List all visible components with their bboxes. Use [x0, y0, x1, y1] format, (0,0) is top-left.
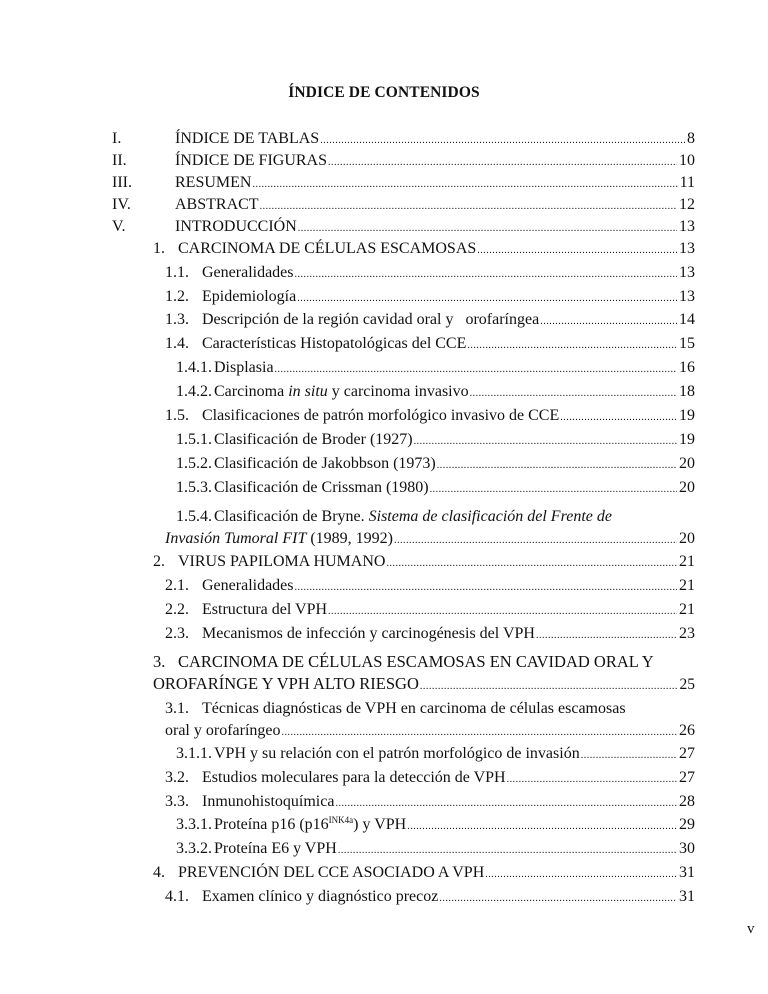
- toc-text: Generalidades: [202, 577, 294, 594]
- leader-dots: [407, 816, 677, 834]
- toc-text: VIRUS PAPILOMA HUMANO: [178, 553, 386, 570]
- toc-entry[interactable]: [165, 311, 695, 329]
- toc-entry[interactable]: [165, 601, 695, 619]
- toc-page: 13: [679, 288, 695, 305]
- toc-entry[interactable]: [165, 407, 695, 425]
- toc-number: V.: [112, 218, 126, 235]
- leader-dots: [437, 455, 677, 473]
- toc-page: 25: [679, 676, 695, 693]
- toc-text: Clasificación de Broder (1927): [214, 431, 413, 448]
- toc-page: 15: [679, 335, 695, 352]
- toc-text-italic: Invasión Tumoral FIT: [165, 530, 307, 547]
- leader-dots: [295, 264, 677, 282]
- toc-text: PREVENCIÓN DEL CCE ASOCIADO A VPH: [178, 864, 485, 881]
- toc-page: 31: [679, 864, 695, 881]
- toc-entry[interactable]: [165, 577, 695, 595]
- toc-entry[interactable]: [165, 335, 695, 353]
- toc-page: 19: [679, 407, 695, 424]
- toc-text: Clasificación de Crissman (1980): [214, 479, 429, 496]
- toc-text-part: ) y VPH: [353, 816, 407, 833]
- toc-text: INTRODUCCIÓN: [175, 218, 297, 235]
- toc-text: Mecanismos de infección y carcinogénesis del VPH: [202, 625, 535, 642]
- toc-entry[interactable]: [165, 888, 695, 906]
- toc-page: 27: [679, 769, 695, 786]
- leader-dots: [540, 311, 677, 329]
- toc-number: 4.1.: [165, 888, 189, 905]
- leader-dots: [328, 601, 677, 619]
- toc-entry[interactable]: [153, 674, 695, 694]
- toc-text: Displasia: [214, 359, 274, 376]
- toc-entry[interactable]: [165, 530, 695, 548]
- toc-entry[interactable]: [153, 240, 695, 258]
- toc-entry[interactable]: [112, 174, 695, 192]
- leader-dots: [439, 888, 677, 906]
- toc-text: Técnicas diagnósticas de VPH en carcinoma de células escamosas: [202, 700, 626, 717]
- toc-entry[interactable]: [176, 431, 695, 449]
- toc-page: 26: [679, 722, 695, 739]
- toc-text-italic: Sistema de clasificación del Frente de: [368, 508, 612, 525]
- toc-text: Clasificación de Jakobbson (1973): [214, 455, 436, 472]
- toc-entry[interactable]: [165, 793, 695, 811]
- toc-text: Estudios moleculares para la detección de VPH: [202, 769, 506, 786]
- leader-dots: [477, 240, 677, 258]
- toc-page: 11: [679, 174, 695, 191]
- toc-text-part: Clasificación de Bryne.: [214, 508, 369, 525]
- leader-dots: [386, 553, 677, 571]
- toc-text: ÍNDICE DE FIGURAS: [175, 152, 327, 169]
- leader-dots: [282, 722, 677, 740]
- toc-number: II.: [112, 152, 127, 169]
- toc-text: RESUMEN: [175, 174, 252, 191]
- toc-text: Clasificaciones de patrón morfológico invasivo de CCE: [202, 407, 560, 424]
- toc-text-part: Carcinoma: [214, 383, 289, 400]
- toc-page: 21: [679, 601, 695, 618]
- toc-number: 4.: [153, 864, 165, 881]
- toc-entry[interactable]: [112, 196, 695, 214]
- toc-text: [214, 383, 469, 401]
- toc-number: 3.3.1.: [176, 816, 212, 833]
- toc-number: 1.2.: [165, 288, 189, 305]
- toc-text: Estructura del VPH: [202, 601, 328, 618]
- toc-number: III.: [112, 174, 132, 191]
- toc-page: 18: [679, 383, 695, 400]
- toc-text-part: Proteína p16 (p16: [214, 816, 329, 833]
- toc-page: 19: [679, 431, 695, 448]
- toc-page: 16: [679, 359, 695, 376]
- toc-entry[interactable]: [165, 722, 695, 740]
- toc-page: 21: [679, 577, 695, 594]
- toc-text: [165, 530, 393, 548]
- toc-number: 1.1.: [165, 264, 189, 281]
- toc-number: I.: [112, 130, 122, 147]
- page-title: ÍNDICE DE CONTENIDOS: [288, 84, 480, 101]
- toc-number: 1.4.2.: [176, 383, 212, 400]
- leader-dots: [430, 479, 677, 497]
- leader-dots: [338, 840, 677, 858]
- toc-entry-line1[interactable]: [176, 508, 612, 526]
- leader-dots: [414, 431, 677, 449]
- toc-page: 10: [679, 152, 695, 169]
- toc-number: 1.5.4.: [176, 508, 212, 525]
- leader-dots: [335, 793, 677, 811]
- toc-text: [214, 816, 406, 834]
- toc-number: 1.4.: [165, 335, 189, 352]
- toc-page: 27: [679, 745, 695, 762]
- toc-number: 1.5.1.: [176, 431, 212, 448]
- leader-dots: [536, 625, 677, 643]
- toc-entry[interactable]: [176, 479, 695, 497]
- toc-text: ÍNDICE DE TABLAS: [175, 130, 320, 147]
- toc-number: 3.1.1.: [176, 745, 212, 762]
- toc-text: ABSTRACT: [175, 196, 259, 213]
- leader-dots: [560, 407, 677, 425]
- toc-page: 20: [679, 530, 695, 547]
- toc-entry[interactable]: [165, 769, 695, 787]
- toc-text: Examen clínico y diagnóstico precoz: [202, 888, 439, 905]
- toc-number: IV.: [112, 196, 131, 213]
- toc-text-part: (1989, 1992): [306, 530, 393, 547]
- toc-number: 1.4.1.: [176, 359, 212, 376]
- toc-entry[interactable]: [176, 840, 695, 858]
- leader-dots: [507, 769, 677, 787]
- toc-number: 2.: [153, 553, 165, 570]
- toc-page: 13: [679, 240, 695, 257]
- leader-dots: [420, 674, 678, 694]
- leader-dots: [485, 864, 677, 882]
- toc-entry[interactable]: [165, 625, 695, 643]
- toc-text: Descripción de la región cavidad oral y orofaríngea: [202, 311, 540, 328]
- toc-number: 2.1.: [165, 577, 189, 594]
- leader-dots: [470, 383, 677, 401]
- leader-dots: [581, 745, 677, 763]
- toc-number: 1.: [153, 240, 165, 257]
- toc-text: oral y orofaríngeo: [165, 722, 281, 739]
- toc-entry[interactable]: [176, 359, 695, 377]
- toc-page: 30: [679, 840, 695, 857]
- toc-entry[interactable]: [165, 264, 695, 282]
- toc-entry-line1[interactable]: [153, 652, 654, 672]
- toc-number: 3.3.: [165, 793, 189, 810]
- toc-number: 3.: [153, 652, 166, 671]
- toc-number: 3.2.: [165, 769, 189, 786]
- toc-text-part: y carcinoma invasivo: [327, 383, 469, 400]
- leader-dots: [297, 288, 677, 306]
- toc-number: 2.2.: [165, 601, 189, 618]
- leader-dots: [394, 530, 677, 548]
- leader-dots: [467, 335, 677, 353]
- toc-number: 3.1.: [165, 700, 189, 717]
- toc-entry-line1[interactable]: [165, 700, 626, 718]
- toc-entry[interactable]: [153, 864, 695, 882]
- toc-page: 14: [679, 311, 695, 328]
- toc-page: 31: [679, 888, 695, 905]
- toc-page: 8: [687, 130, 695, 147]
- toc-page: 20: [679, 479, 695, 496]
- leader-dots: [328, 152, 677, 170]
- toc-entry[interactable]: [112, 152, 695, 170]
- toc-number: 1.5.: [165, 407, 189, 424]
- toc-page: 12: [679, 196, 695, 213]
- toc-entry[interactable]: [176, 383, 695, 401]
- toc-page: 21: [679, 553, 695, 570]
- toc-text-italic: in situ: [288, 383, 328, 400]
- leader-dots: [260, 196, 677, 214]
- toc-text: Generalidades: [202, 264, 294, 281]
- toc-text: CARCINOMA DE CÉLULAS ESCAMOSAS: [178, 240, 477, 257]
- leader-dots: [320, 130, 685, 148]
- toc-text: Características Histopatológicas del CCE: [202, 335, 467, 352]
- toc-number: 1.5.2.: [176, 455, 212, 472]
- toc-entry[interactable]: [112, 218, 695, 236]
- toc-entry[interactable]: [153, 553, 695, 571]
- leader-dots: [252, 174, 677, 192]
- toc-entry[interactable]: [112, 130, 695, 148]
- toc-page: 23: [679, 625, 695, 642]
- toc-text: Proteína E6 y VPH: [214, 840, 337, 857]
- toc-text: VPH y su relación con el patrón morfológico de invasión: [214, 745, 580, 762]
- toc-entry[interactable]: [176, 745, 695, 763]
- toc-page: 13: [679, 264, 695, 281]
- toc-number: 3.3.2.: [176, 840, 212, 857]
- toc-page: 28: [679, 793, 695, 810]
- toc-text: Inmunohistoquímica: [202, 793, 335, 810]
- toc-entry[interactable]: [176, 816, 695, 834]
- toc-page: 20: [679, 455, 695, 472]
- toc-number: 1.3.: [165, 311, 189, 328]
- toc-entry[interactable]: [165, 288, 695, 306]
- leader-dots: [275, 359, 677, 377]
- toc-superscript: INK4a: [328, 815, 354, 825]
- leader-dots: [295, 577, 677, 595]
- toc-page: 29: [679, 816, 695, 833]
- leader-dots: [298, 218, 677, 236]
- toc-page: 13: [679, 218, 695, 235]
- toc-entry[interactable]: [176, 455, 695, 473]
- page-number: v: [747, 921, 755, 937]
- toc-number: 1.5.3.: [176, 479, 212, 496]
- toc-text: Epidemiología: [202, 288, 297, 305]
- toc-text: CARCINOMA DE CÉLULAS ESCAMOSAS EN CAVIDAD ORAL Y: [178, 652, 654, 671]
- toc-number: 2.3.: [165, 625, 189, 642]
- toc-text: OROFARÍNGE Y VPH ALTO RIESGO: [153, 674, 419, 693]
